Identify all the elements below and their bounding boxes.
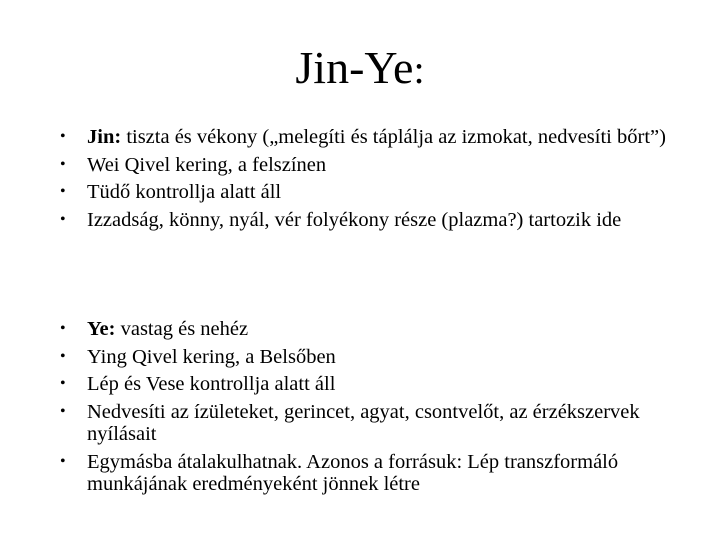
bullet-icon: • — [60, 320, 66, 337]
list-item — [60, 451, 670, 496]
item-text: Tüdő kontrollja alatt áll — [87, 181, 282, 203]
bullet-icon: • — [60, 402, 66, 420]
list-item — [60, 318, 670, 341]
bullet-icon: • — [60, 210, 66, 228]
item-text: Egymásba átalakulhatnak. Azonos a forrásuk: Lép transzformáló munkájának eredményeként jönnek létre — [87, 450, 619, 495]
list-item — [60, 154, 670, 177]
item-lead: Jin: — [87, 126, 122, 148]
bullet-icon: • — [60, 347, 66, 365]
bullet-list-ye — [60, 318, 670, 501]
bullet-icon: • — [60, 452, 66, 470]
bullet-icon: • — [60, 155, 66, 173]
bullet-icon: • — [60, 128, 66, 145]
bullet-list-jin — [60, 126, 670, 236]
list-item — [60, 373, 670, 396]
list-item — [60, 181, 670, 204]
list-item — [60, 126, 670, 149]
item-text: vastag és nehéz — [115, 318, 249, 340]
title-main: Jin-Ye — [295, 42, 414, 93]
title-colon: : — [413, 47, 425, 92]
bullet-icon: • — [60, 183, 66, 200]
item-text: Wei Qivel kering, a felszínen — [87, 153, 327, 176]
item-text: Lép és Vese kontrollja alatt áll — [87, 373, 336, 395]
slide-title — [0, 38, 720, 100]
item-text: Nedvesíti az ízületeket, gerincet, agyat, csontvelőt, az érzékszervek nyílásait — [87, 400, 640, 445]
item-text: Ying Qivel kering, a Belsőben — [87, 345, 336, 368]
list-item — [60, 401, 670, 446]
bullet-icon: • — [60, 375, 66, 392]
list-item — [60, 346, 670, 369]
list-item — [60, 209, 670, 232]
item-lead: Ye: — [87, 318, 116, 340]
item-text: tiszta és vékony („melegíti és táplálja az izmokat, nedvesíti bőrt”) — [121, 126, 666, 148]
item-text: Izzadság, könny, nyál, vér folyékony része (plazma?) tartozik ide — [87, 208, 622, 231]
